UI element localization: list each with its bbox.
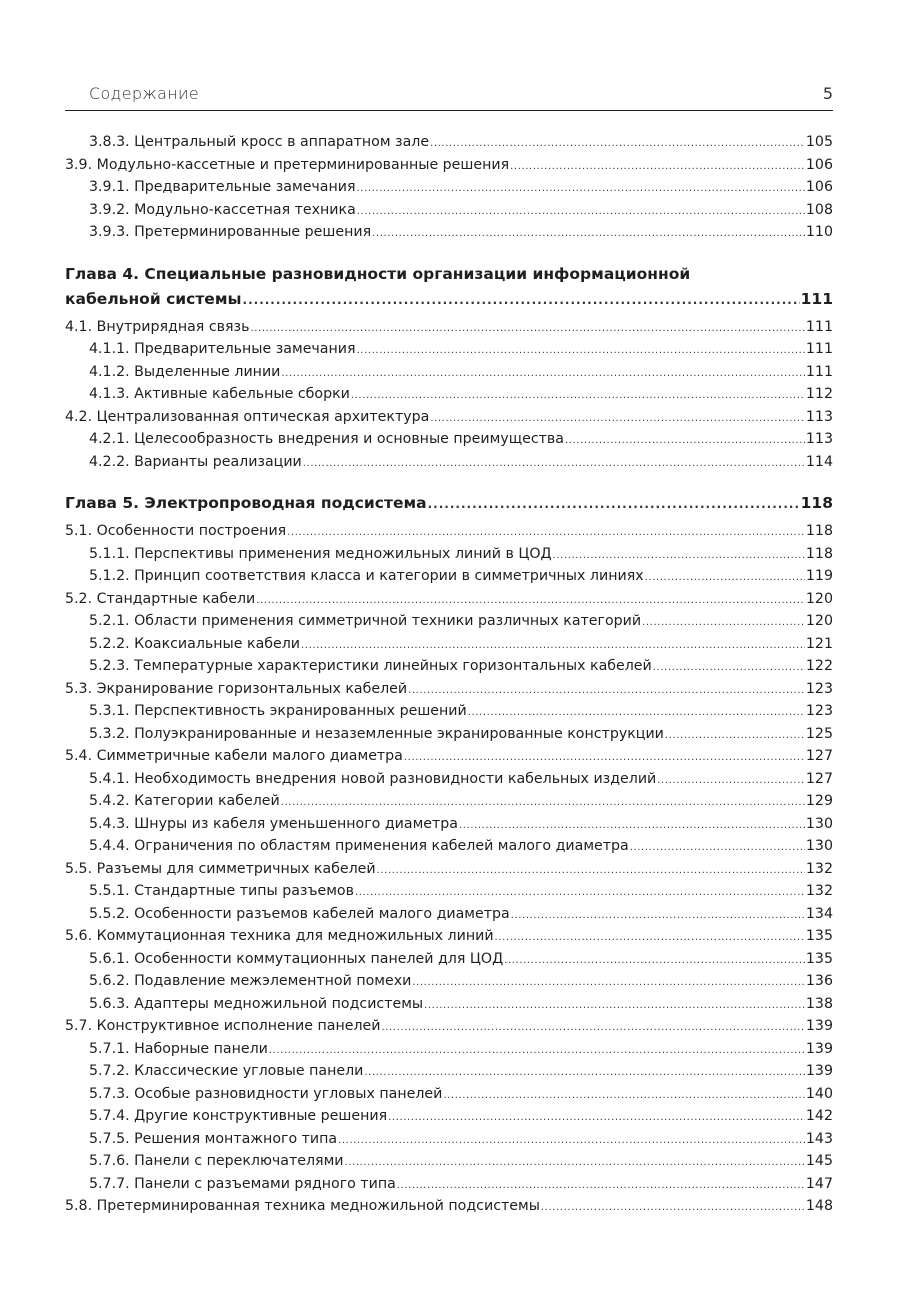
dot-leader [372, 223, 805, 246]
toc-entry-title: 5.6.2. Подавление межэлементной помехи [89, 973, 412, 989]
toc-entry-title: 5.7.4. Другие конструктивные решения [89, 1108, 388, 1124]
toc-entry-page: 114 [805, 453, 833, 470]
toc-entry-title: 5.4. Симметричные кабели малого диаметра [65, 748, 403, 764]
toc-entry-page: 130 [805, 815, 833, 832]
toc-subsection-entry[interactable] [65, 199, 833, 222]
toc-entry-page: 138 [805, 995, 833, 1012]
dot-leader [510, 156, 805, 179]
dot-leader [412, 972, 805, 995]
toc-subsection-entry[interactable] [65, 948, 833, 971]
toc-subsection-entry[interactable] [65, 835, 833, 858]
toc-entry-page: 148 [805, 1198, 833, 1214]
toc-subsection-entry[interactable] [65, 221, 833, 244]
table-of-contents [65, 131, 833, 1218]
toc-entry-title: 5.6.3. Адаптеры медножильной подсистемы [89, 995, 424, 1012]
toc-entry-title: 4.2.1. Целесообразность внедрения и основные преимущества [89, 431, 564, 447]
toc-entry-title: 4.2. Централизованная оптическая архитектура [65, 408, 430, 425]
toc-section-entry[interactable] [65, 925, 833, 948]
dot-leader [511, 905, 805, 928]
toc-entry-title: 5.1.1. Перспективы применения медножильных линий в ЦОД [89, 545, 552, 562]
dot-leader [301, 635, 805, 658]
dot-leader [250, 318, 804, 341]
toc-section-entry[interactable] [65, 1015, 833, 1038]
toc-entry-title: 4.1.1. Предварительные замечания [89, 341, 356, 357]
toc-entry-page: 111 [805, 341, 833, 357]
toc-subsection-entry[interactable] [65, 903, 833, 926]
dot-leader [281, 363, 805, 386]
toc-entry-page: 132 [805, 860, 833, 877]
toc-subsection-entry[interactable] [65, 1150, 833, 1173]
toc-section-entry[interactable] [65, 154, 833, 177]
toc-entry-page: 125 [805, 725, 833, 742]
toc-subsection-entry[interactable] [65, 428, 833, 451]
dot-leader [287, 522, 805, 545]
toc-subsection-entry[interactable] [65, 338, 833, 361]
toc-subsection-entry[interactable] [65, 633, 833, 656]
toc-entry-title: 3.8.3. Центральный кросс в аппаратном зале [89, 134, 430, 150]
toc-subsection-entry[interactable] [65, 610, 833, 633]
dot-leader [495, 927, 805, 950]
toc-subsection-entry[interactable] [65, 543, 833, 566]
toc-entry-title: 5.7.7. Панели с разъемами рядного типа [89, 1175, 396, 1192]
toc-entry-page: 106 [805, 179, 833, 195]
dot-leader [645, 567, 805, 590]
toc-entry-title: 5.3. Экранирование горизонтальных кабелей [65, 680, 408, 697]
dot-leader [424, 995, 805, 1018]
toc-entry-page: 120 [805, 590, 833, 607]
dot-leader [428, 492, 800, 517]
dot-leader [357, 201, 805, 224]
toc-entry-page: 105 [805, 134, 833, 150]
toc-entry-title: 5.3.2. Полуэкранированные и незаземленные экранированные конструкции [89, 725, 664, 742]
toc-entry-title: 3.9.1. Предварительные замечания [89, 179, 356, 195]
toc-section-entry[interactable] [65, 316, 833, 339]
toc-entry-title: 4.1. Внутрирядная связь [65, 318, 250, 335]
dot-leader [303, 453, 805, 476]
toc-entry-page: 129 [805, 793, 833, 809]
toc-entry-page: 118 [805, 545, 833, 562]
dot-leader [468, 702, 805, 725]
toc-entry-title: 5.4.2. Категории кабелей [89, 793, 280, 809]
toc-entry-page: 111 [805, 363, 833, 380]
dot-leader [351, 385, 805, 408]
toc-subsection-entry[interactable] [65, 383, 833, 406]
toc-subsection-entry[interactable] [65, 1060, 833, 1083]
toc-section-entry[interactable] [65, 520, 833, 543]
toc-subsection-entry[interactable] [65, 1173, 833, 1196]
toc-entry-page: 113 [805, 431, 833, 447]
dot-leader [541, 1197, 805, 1220]
dot-leader [665, 725, 805, 748]
toc-subsection-entry[interactable] [65, 1105, 833, 1128]
dot-leader [642, 612, 805, 635]
toc-subsection-entry[interactable] [65, 1083, 833, 1106]
toc-chapter-4[interactable] [65, 262, 833, 312]
toc-entry-title: 5.2.2. Коаксиальные кабели [89, 635, 301, 652]
toc-entry-page: 122 [805, 658, 833, 674]
toc-entry-page: 135 [805, 950, 833, 967]
toc-entry-title: 5.3.1. Перспективность экранированных решений [89, 703, 467, 719]
toc-entry-title: 5.8. Претерминированная техника медножильной подсистемы [65, 1198, 540, 1214]
toc-subsection-entry[interactable] [65, 451, 833, 474]
dot-leader [565, 430, 805, 453]
toc-section-chapter4 [65, 316, 833, 474]
toc-entry-page: 134 [805, 905, 833, 922]
dot-leader [504, 950, 805, 973]
toc-chapter-5[interactable] [65, 491, 833, 516]
dot-leader [281, 792, 805, 815]
chapter-page: 118 [800, 494, 833, 512]
toc-entry-page: 120 [805, 613, 833, 629]
toc-subsection-entry[interactable] [65, 655, 833, 678]
toc-section-chapter5 [65, 520, 833, 1218]
dot-leader [657, 770, 805, 793]
toc-entry-page: 139 [805, 1063, 833, 1079]
toc-subsection-entry[interactable] [65, 723, 833, 746]
toc-entry-title: 3.9. Модульно-кассетные и претерминированные решения [65, 156, 510, 173]
chapter-page: 111 [800, 289, 833, 308]
dot-leader [443, 1085, 805, 1108]
toc-subsection-entry[interactable] [65, 813, 833, 836]
dot-leader [653, 657, 805, 680]
toc-entry-title: 5.2.3. Температурные характеристики линейных горизонтальных кабелей [89, 658, 652, 674]
toc-subsection-entry[interactable] [65, 131, 833, 154]
toc-entry-title: 4.1.3. Активные кабельные сборки [89, 386, 350, 402]
dot-leader [355, 882, 805, 905]
toc-entry-title: 5.5.1. Стандартные типы разъемов [89, 883, 354, 899]
dot-leader [430, 408, 805, 431]
toc-entry-page: 113 [805, 408, 833, 425]
toc-subsection-entry[interactable] [65, 700, 833, 723]
toc-entry-title: 5.4.3. Шнуры из кабеля уменьшенного диаметра [89, 815, 458, 832]
toc-entry-page: 123 [805, 703, 833, 719]
toc-entry-page: 132 [805, 883, 833, 899]
toc-subsection-entry[interactable] [65, 768, 833, 791]
chapter-title-line2 [65, 287, 833, 312]
dot-leader [338, 1130, 805, 1153]
toc-entry-page: 142 [805, 1108, 833, 1124]
toc-section-entry[interactable] [65, 406, 833, 429]
dot-leader [357, 178, 805, 201]
page-header [65, 80, 833, 111]
toc-entry-title: 5.7.1. Наборные панели [89, 1040, 268, 1057]
toc-entry-title: 5.7. Конструктивное исполнение панелей [65, 1018, 381, 1034]
toc-entry-page: 111 [805, 318, 833, 335]
dot-leader [459, 815, 805, 838]
toc-subsection-entry[interactable] [65, 790, 833, 813]
toc-entry-page: 143 [805, 1130, 833, 1147]
toc-entry-title: 5.7.6. Панели с переключателями [89, 1153, 344, 1169]
toc-entry-page: 123 [805, 680, 833, 697]
toc-entry-title: 5.6. Коммутационная техника для медножильных линий [65, 928, 494, 944]
dot-leader [397, 1175, 805, 1198]
toc-entry-page: 127 [805, 770, 833, 787]
toc-subsection-entry[interactable] [65, 993, 833, 1016]
dot-leader [377, 860, 805, 883]
toc-subsection-entry[interactable] [65, 1128, 833, 1151]
chapter-title-text: кабельной системы [65, 289, 242, 308]
toc-entry-page: 135 [805, 928, 833, 944]
toc-entry-page: 136 [805, 973, 833, 989]
toc-entry-title: 5.6.1. Особенности коммутационных панелей для ЦОД [89, 950, 504, 967]
dot-leader [553, 545, 805, 568]
dot-leader [404, 747, 805, 770]
toc-section-entry[interactable] [65, 858, 833, 881]
toc-entry-page: 130 [805, 838, 833, 854]
toc-section-entry[interactable] [65, 745, 833, 768]
toc-subsection-entry[interactable] [65, 361, 833, 384]
toc-subsection-entry[interactable] [65, 970, 833, 993]
toc-entry-page: 108 [805, 201, 833, 218]
toc-entry-page: 145 [805, 1153, 833, 1169]
toc-entry-title: 5.5.2. Особенности разъемов кабелей малого диаметра [89, 905, 510, 922]
toc-entry-title: 5.1.2. Принцип соответствия класса и категории в симметричных линиях [89, 568, 644, 584]
chapter-title-line1: Глава 4. Специальные разновидности организации информационной [65, 264, 691, 283]
dot-leader [256, 590, 805, 613]
dot-leader [408, 680, 805, 703]
toc-entry-page: 106 [805, 156, 833, 173]
toc-section-chapter3 [65, 131, 833, 244]
toc-section-entry[interactable] [65, 1195, 833, 1218]
chapter-title-line [65, 491, 833, 516]
toc-entry-page: 140 [805, 1085, 833, 1102]
dot-leader [364, 1062, 805, 1085]
running-title: Содержание [89, 84, 199, 103]
toc-entry-title: 5.4.4. Ограничения по областям применения кабелей малого диаметра [89, 838, 629, 854]
toc-entry-page: 112 [805, 386, 833, 402]
toc-entry-page: 127 [805, 748, 833, 764]
page-number: 5 [822, 84, 833, 103]
dot-leader [345, 1152, 805, 1175]
toc-subsection-entry[interactable] [65, 880, 833, 903]
toc-entry-title: 5.7.3. Особые разновидности угловых панелей [89, 1085, 443, 1102]
toc-entry-page: 118 [805, 523, 833, 539]
toc-entry-title: 5.5. Разъемы для симметричных кабелей [65, 860, 376, 877]
toc-entry-title: 5.4.1. Необходимость внедрения новой разновидности кабельных изделий [89, 770, 657, 787]
toc-entry-page: 139 [805, 1018, 833, 1034]
toc-entry-title: 5.2.1. Области применения симметричной техники различных категорий [89, 613, 642, 629]
dot-leader [269, 1040, 805, 1063]
dot-leader [430, 133, 805, 156]
dot-leader [388, 1107, 805, 1130]
toc-subsection-entry[interactable] [65, 176, 833, 199]
dot-leader [630, 837, 805, 860]
toc-entry-title: 5.2. Стандартные кабели [65, 590, 256, 607]
toc-entry-title: 5.7.5. Решения монтажного типа [89, 1130, 338, 1147]
toc-entry-title: 5.7.2. Классические угловые панели [89, 1063, 364, 1079]
dot-leader [243, 288, 800, 313]
dot-leader [357, 340, 805, 363]
toc-section-entry[interactable] [65, 588, 833, 611]
toc-entry-title: 4.1.2. Выделенные линии [89, 363, 281, 380]
dot-leader [381, 1017, 804, 1040]
toc-entry-title: 5.1. Особенности построения [65, 523, 287, 539]
toc-entry-page: 139 [805, 1040, 833, 1057]
toc-entry-title: 4.2.2. Варианты реализации [89, 453, 302, 470]
chapter-title-text: Глава 5. Электропроводная подсистема [65, 494, 427, 512]
toc-section-entry[interactable] [65, 678, 833, 701]
toc-entry-page: 119 [805, 568, 833, 584]
toc-entry-page: 121 [805, 635, 833, 652]
toc-entry-page: 147 [805, 1175, 833, 1192]
toc-entry-page: 110 [805, 224, 833, 240]
toc-entry-title: 3.9.2. Модульно-кассетная техника [89, 201, 356, 218]
toc-subsection-entry[interactable] [65, 565, 833, 588]
toc-entry-title: 3.9.3. Претерминированные решения [89, 224, 372, 240]
toc-subsection-entry[interactable] [65, 1038, 833, 1061]
